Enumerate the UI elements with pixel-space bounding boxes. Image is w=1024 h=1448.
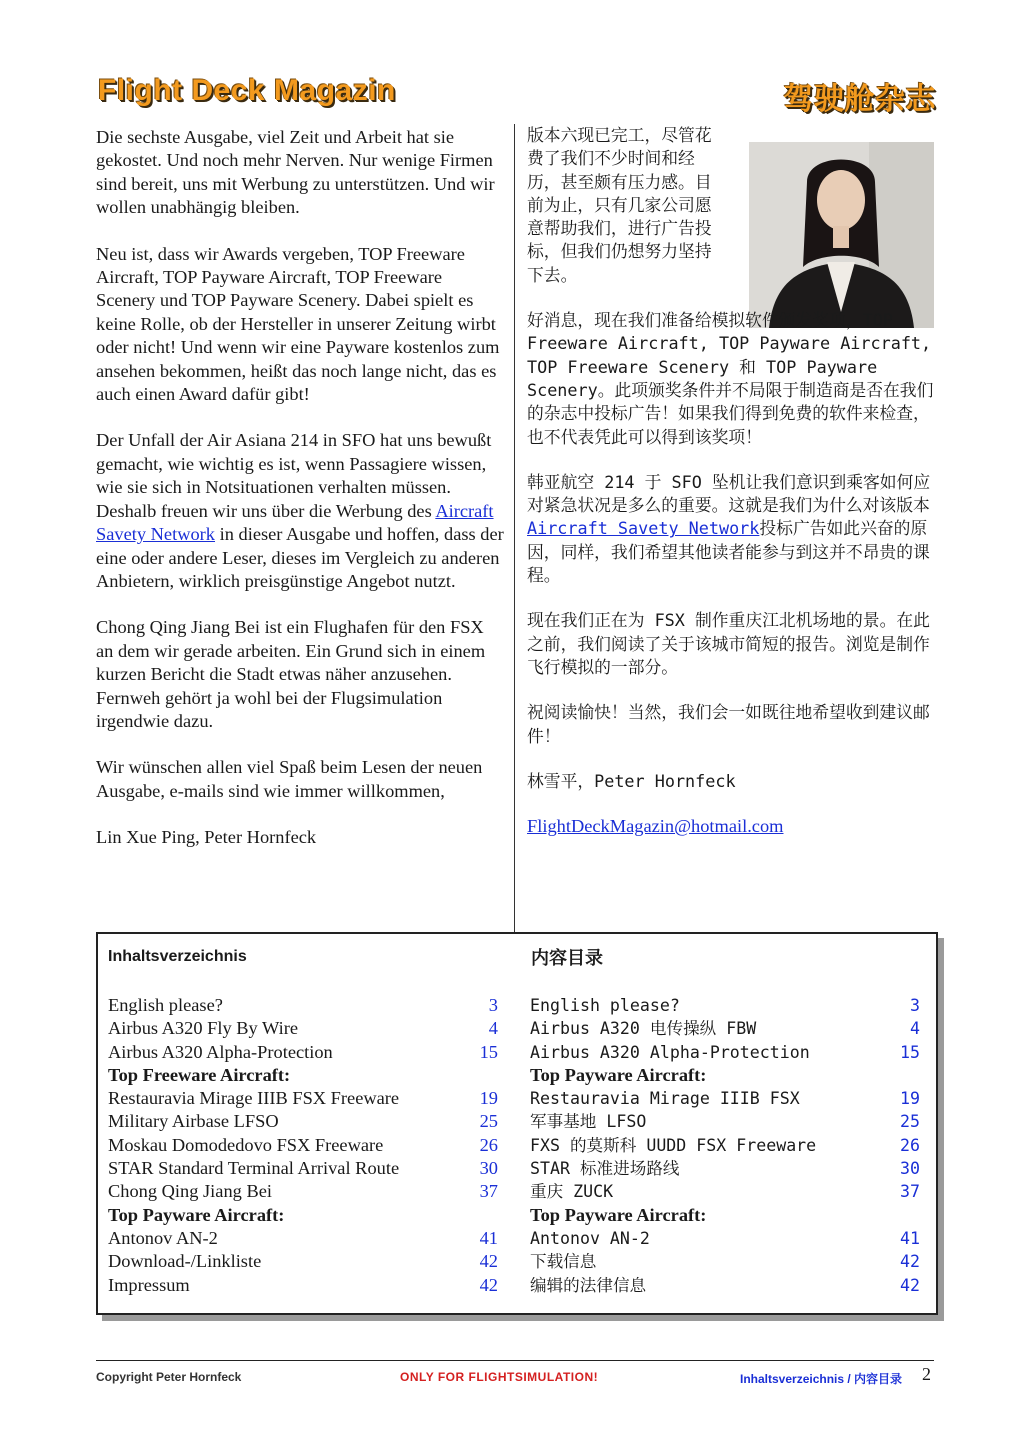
de-paragraph-1: Die sechste Ausgabe, viel Zeit und Arbeit hat sie gekostet. Und noch mehr Nerven. Nur wenige Firmen sind bereit, uns mit Werbung zu unterstützen. Und wir wollen unabhängig bleiben. [96, 127, 495, 218]
toc-list-de [108, 994, 498, 1297]
toc-entry[interactable] [108, 1041, 498, 1064]
toc-entry-page: 4 [910, 1019, 920, 1039]
toc-entry-label: Airbus A320 电传操纵 FBW [530, 1019, 757, 1039]
toc-entry-label: Moskau Domodedovo FSX Freeware [108, 1134, 384, 1155]
cn-paragraph-4: 现在我们正在为 FSX 制作重庆江北机场地的景。在此之前，我们阅读了关于该城市简短的报告。浏览是制作飞行模拟的一部分。 [527, 610, 930, 677]
toc-entry[interactable] [530, 1250, 920, 1273]
toc-entry-label: Airbus A320 Alpha-Protection [108, 1041, 333, 1062]
toc-entry[interactable] [108, 1134, 498, 1157]
toc-entry-label: Restauravia Mirage IIIB FSX [530, 1089, 800, 1109]
toc-entry[interactable] [108, 1180, 498, 1203]
toc-entry-page: 37 [479, 1181, 498, 1202]
cn-paragraph-2: 好消息，现在我们准备给模拟软件颁发奖项，TOP Freeware Aircraft, TOP Payware Aircraft, TOP Freeware Scenery 和 TOP Payware Scenery。此项颁奖条件并不局限于制造商是否在我们的杂志中投标广告！如果我们得到免费的软件来检查，也不代表凭此可以得到该奖项！ [527, 310, 934, 447]
toc-entry-page: 19 [479, 1088, 498, 1109]
toc-heading-cn: 内容目录 [531, 948, 603, 969]
toc-entry-page: 19 [900, 1089, 920, 1109]
toc-entry[interactable] [108, 1017, 498, 1040]
de-paragraph-3-start: Der Unfall der Air Asiana 214 in SFO hat uns bewußt gemacht, wie wichtig es ist, wenn Passagiere wissen, wie sie sich in Notsituationen verhalten müssen. Deshalb freuen wir uns über die Werbung des [96, 430, 492, 521]
toc-entry-label: STAR Standard Terminal Arrival Route [108, 1158, 400, 1179]
toc-entry[interactable] [108, 994, 498, 1017]
toc-entry-label: Airbus A320 Fly By Wire [108, 1018, 298, 1039]
toc-entry-page: 15 [900, 1042, 920, 1062]
toc-entry-page: 42 [900, 1275, 920, 1295]
toc-entry[interactable] [530, 1017, 920, 1040]
toc-entry-label: Top Freeware Aircraft: [108, 1064, 291, 1085]
toc-entry-page: 30 [479, 1158, 498, 1179]
toc-entry[interactable] [530, 1227, 920, 1250]
toc-entry-label: English please? [108, 995, 223, 1015]
toc-entry-label: Antonov AN-2 [108, 1227, 218, 1248]
toc-entry[interactable] [530, 1087, 920, 1110]
toc-entry-label: Antonov AN-2 [530, 1228, 650, 1248]
toc-list-cn [530, 994, 920, 1297]
footer-notice: ONLY FOR FLIGHTSIMULATION! [400, 1370, 599, 1384]
toc-entry[interactable] [108, 1227, 498, 1250]
toc-section-heading [530, 1064, 920, 1087]
toc-section-heading [108, 1204, 498, 1227]
toc-entry-page: 25 [900, 1112, 920, 1132]
toc-entry-page: 30 [900, 1159, 920, 1179]
toc-entry-page: 37 [900, 1182, 920, 1202]
magazine-title-cn: 驾驶舱杂志 [783, 82, 936, 117]
toc-entry-label: 重庆 ZUCK [530, 1182, 614, 1202]
de-paragraph-5: Wir wünschen allen viel Spaß beim Lesen der neuen Ausgabe, e-mails sind wie immer willkommen, [96, 757, 483, 801]
chinese-column [527, 124, 937, 860]
toc-entry-page: 26 [900, 1135, 920, 1155]
toc-entry[interactable] [530, 1157, 920, 1180]
toc-entry-page: 42 [479, 1251, 498, 1272]
de-paragraph-2: Neu ist, dass wir Awards vergeben, TOP Freeware Aircraft, TOP Payware Aircraft, TOP Freeware Scenery und TOP Payware Scenery. Dabei spielt es keine Rolle, ob der Hersteller in unserer Zeitung wirbt oder nicht! Und wenn wir eine Payware kostenlos zum ansehen bekommen, heißt das noch lange nicht, das es auch einen Award dafür gibt! [96, 243, 500, 405]
aircraft-savety-network-link-cn[interactable]: Aircraft Savety Network [527, 518, 760, 539]
toc-section-heading [530, 1204, 920, 1227]
toc-entry-page: 26 [479, 1134, 498, 1155]
toc-entry-label: 编辑的法律信息 [530, 1275, 647, 1295]
toc-entry-label: English please? [530, 996, 680, 1015]
toc-entry-label: 军事基地 LFSO [530, 1112, 647, 1132]
toc-entry[interactable] [108, 1250, 498, 1273]
toc-entry[interactable] [108, 1110, 498, 1133]
toc-entry-label: Restauravia Mirage IIIB FSX Freeware [108, 1088, 400, 1109]
cn-paragraph-1: 版本六现已完工，尽管花费了我们不少时间和经历，甚至颇有压力感。目前为止，只有几家公司愿意帮助我们，进行广告投标，但我们仍想努力坚持下去。 [527, 125, 712, 285]
toc-entry-label: Airbus A320 Alpha-Protection [530, 1042, 810, 1062]
footer-section: Inhaltsverzeichnis / 内容目录 [740, 1372, 903, 1386]
magazine-title-de: Flight Deck Magazin [98, 74, 396, 107]
toc-entry-page: 25 [479, 1111, 498, 1132]
toc-entry-label: Download-/Linkliste [108, 1251, 262, 1272]
page-number: 2 [922, 1364, 931, 1384]
cn-paragraph-3 [527, 471, 937, 587]
toc-entry-label: Top Payware Aircraft: [108, 1204, 285, 1225]
toc-entry-label: 下载信息 [530, 1252, 597, 1272]
toc-heading-de: Inhaltsverzeichnis [108, 948, 247, 965]
german-column [96, 126, 504, 873]
toc-entry[interactable] [108, 1157, 498, 1180]
toc-entry-page: 42 [900, 1252, 920, 1272]
de-signature: Lin Xue Ping, Peter Hornfeck [96, 827, 317, 848]
de-paragraph-3-end: in dieser Ausgabe und hoffen, dass der eine oder andere Leser, dieses im Vergleich zu anderen Anbietern, wirklich preisgünstige Angebot nutzt. [96, 524, 504, 591]
toc-entry-label: Top Payware Aircraft: [530, 1204, 707, 1225]
toc-entry[interactable] [530, 994, 920, 1017]
de-paragraph-3 [96, 429, 504, 593]
toc-entry[interactable] [530, 1041, 920, 1064]
table-of-contents [96, 932, 938, 1315]
aircraft-savety-network-link-de[interactable]: Aircraft Savety Network [96, 500, 494, 545]
toc-entry[interactable] [108, 1274, 498, 1297]
toc-section-heading [108, 1064, 498, 1087]
toc-entry-page: 3 [910, 996, 920, 1015]
de-paragraph-4: Chong Qing Jiang Bei ist ein Flughafen für den FSX an dem wir gerade arbeiten. Ein Grund sich in einem kurzen Bericht die Stadt etwas näher anzusehen. Fernweh gehört ja wohl bei der Flugsimulation irgendwie dazu. [96, 617, 486, 731]
toc-entry-label: Top Payware Aircraft: [530, 1064, 707, 1085]
toc-entry[interactable] [108, 1087, 498, 1110]
email-link[interactable]: FlightDeckMagazin@hotmail.com [527, 816, 784, 837]
footer-copyright: Copyright Peter Hornfeck [96, 1370, 242, 1384]
toc-entry[interactable] [530, 1134, 920, 1157]
footer-rule [96, 1360, 934, 1361]
toc-entry[interactable] [530, 1110, 920, 1133]
column-divider [514, 124, 515, 932]
toc-entry[interactable] [530, 1274, 920, 1297]
cn-signature: 林雪平，Peter Hornfeck [527, 770, 736, 791]
toc-entry-label: Impressum [108, 1274, 190, 1295]
toc-entry-label: Military Airbase LFSO [108, 1111, 279, 1132]
toc-entry[interactable] [530, 1180, 920, 1203]
toc-entry-page: 4 [488, 1018, 498, 1039]
cn-email-line [527, 815, 937, 838]
toc-entry-label: FXS 的莫斯科 UUDD FSX Freeware [530, 1135, 817, 1155]
toc-entry-page: 3 [488, 995, 498, 1015]
toc-entry-page: 41 [479, 1227, 498, 1248]
toc-entry-label: STAR 标准进场路线 [530, 1159, 680, 1179]
toc-entry-label: Chong Qing Jiang Bei [108, 1181, 272, 1202]
toc-entry-page: 15 [479, 1041, 498, 1062]
toc-entry-page: 42 [479, 1274, 498, 1295]
cn-paragraph-3-end: 投标广告如此兴奋的原因，同样，我们希望其他读者能参与到这并不昂贵的课程。 [527, 518, 930, 586]
cn-paragraph-3-start: 韩亚航空 214 于 SFO 坠机让我们意识到乘客如何应对紧急状况是多么的重要。这就是我们为什么对该版本 [527, 471, 931, 516]
cn-paragraph-5: 祝阅读愉快！当然，我们会一如既往地希望收到建议邮件！ [527, 702, 930, 746]
toc-entry-page: 41 [900, 1228, 920, 1248]
